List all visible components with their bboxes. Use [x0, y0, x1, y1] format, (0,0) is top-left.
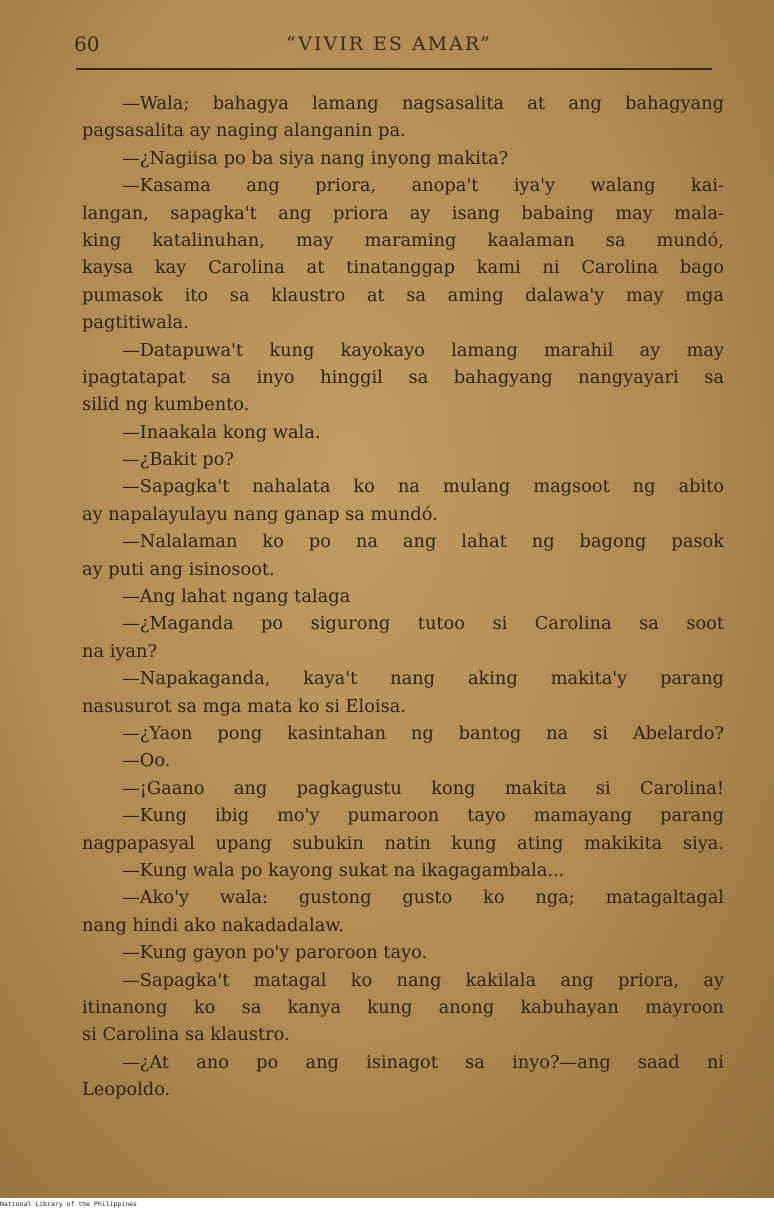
text-line: —¿Yaon pong kasintahan ng bantog na si Abelardo?: [122, 722, 724, 744]
text-line: pumasok ito sa klaustro at sa aming dalawa'y may mga: [82, 284, 724, 306]
text-line: si Carolina sa klaustro.: [82, 1024, 290, 1046]
text-line: langan, sapagka't ang priora ay isang babaing may mala-: [82, 202, 724, 224]
text-line: —¿Nagiisa po ba siya nang inyong makita?: [122, 147, 509, 169]
text-line: —Wala; bahagya lamang nagsasalita at ang bahagyang: [122, 93, 724, 114]
text-line: ipagtatapat sa inyo hinggil sa bahagyang nangyayari sa: [82, 366, 724, 388]
footer-credit: National Library of the Philippines: [0, 1200, 137, 1208]
text-line: —Kung gayon po'y paroroon tayo.: [122, 942, 428, 964]
text-line: —Oo.: [122, 750, 171, 772]
text-line: —Sapagka't nahalata ko na mulang magsoot ng abito: [122, 476, 724, 498]
text-line: nang hindi ako nakadadalaw.: [82, 914, 345, 936]
text-line: —Sapagka't matagal ko nang kakilala ang priora, ay: [122, 969, 724, 991]
text-line: kaysa kay Carolina at tinatanggap kami ni Carolina bago: [82, 257, 724, 279]
text-line: nagpapasyal upang subukin natin kung ating makikita siya.: [82, 832, 724, 854]
text-line: king katalinuhan, may maraming kaalaman sa mundó,: [82, 229, 724, 251]
text-line: —¿Bakit po?: [122, 449, 234, 471]
text-line: ay puti ang isinosoot.: [82, 558, 275, 580]
text-line: —¿At ano po ang isinagot sa inyo?—ang saad ni: [122, 1051, 724, 1073]
text-line: Leopoldo.: [82, 1079, 171, 1101]
text-line: silid ng kumbento.: [82, 394, 250, 416]
text-line: pagsasalita ay naging alanganin pa.: [82, 120, 406, 142]
text-line: —Napakaganda, kaya't nang aking makita'y parang: [122, 668, 724, 690]
text-line: —¡Gaano ang pagkagustu kong makita si Carolina!: [122, 777, 724, 799]
text-line: —Datapuwa't kung kayokayo lamang marahil ay may: [122, 339, 724, 361]
text-line: itinanong ko sa kanya kung anong kabuhayan mayroon: [82, 996, 724, 1018]
text-line: —Ako'y wala: gustong gusto ko nga; matagaltagal: [122, 887, 724, 909]
running-title: “VIVIR ES AMAR”: [286, 33, 492, 55]
text-line: —Kung ibig mo'y pumaroon tayo mamayang parang: [122, 805, 724, 827]
text-line: na iyan?: [82, 640, 158, 662]
text-line: —Kung wala po kayong sukat na ikagagambala...: [122, 859, 565, 881]
header-rule: [76, 68, 712, 70]
body-text: [82, 90, 724, 1103]
text-line: pagtitiwala.: [82, 312, 189, 334]
page-number: 60: [74, 32, 100, 56]
text-line: —Ang lahat ngang talaga: [122, 586, 351, 608]
text-line: ay napalayulayu nang ganap sa mundó.: [82, 503, 438, 525]
text-line: —Nalalaman ko po na ang lahat ng bagong pasok: [122, 531, 724, 553]
text-line: —Inaakala kong wala.: [122, 421, 321, 443]
text-line: —¿Maganda po sigurong tutoo si Carolina sa soot: [122, 613, 724, 635]
text-line: nasusurot sa mga mata ko si Eloisa.: [82, 695, 406, 717]
page-header: [0, 30, 774, 60]
text-line: —Kasama ang priora, anopa't iya'y walang kai-: [122, 175, 724, 197]
